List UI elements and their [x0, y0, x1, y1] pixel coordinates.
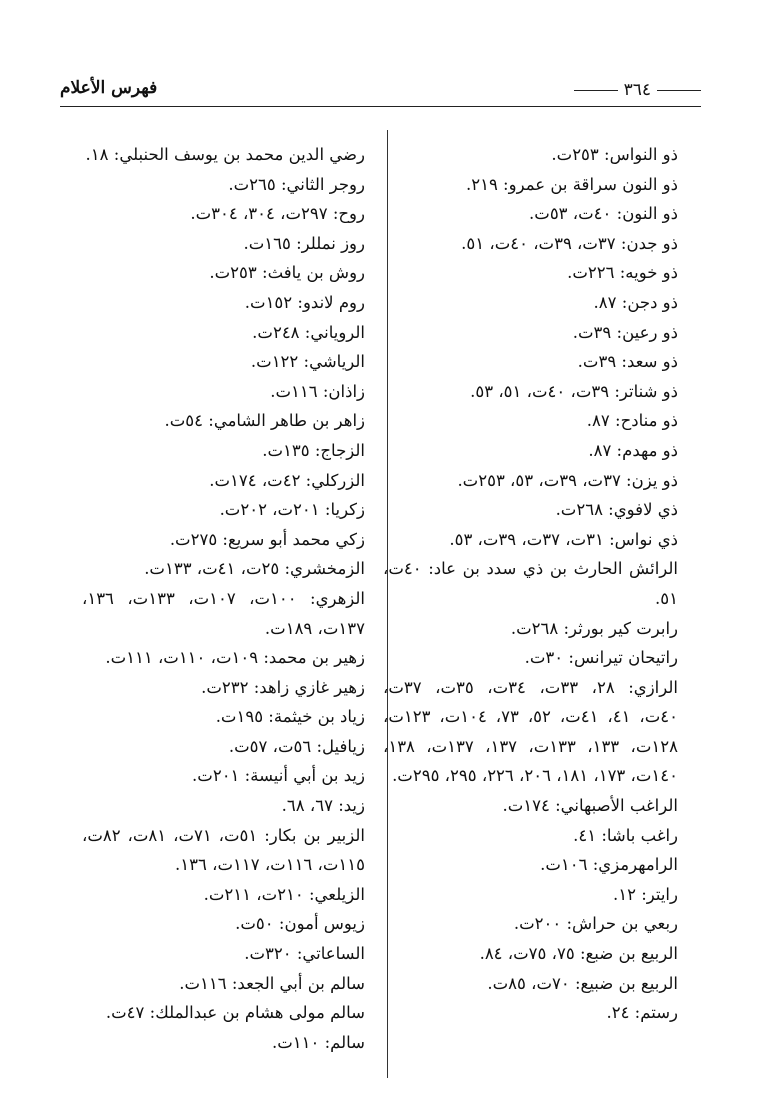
index-entry: روم لاندو: ١٥٢ت. — [244, 292, 365, 312]
index-entry: الزجاج: ١٣٥ت. — [262, 440, 365, 460]
index-column-right — [383, 140, 678, 1028]
index-entry: زيوس أمون: ٥٠ت. — [235, 914, 365, 934]
index-entry: ذو منادح: ٨٧. — [586, 411, 678, 431]
index-entry: الزمخشري: ٢٥ت، ٤١ت، ١٣٣ت. — [144, 559, 365, 579]
index-entry: زيد بن أبي أنيسة: ٢٠١ت. — [192, 766, 365, 786]
dash-left — [574, 90, 618, 91]
index-entry: ذي لافوي: ٢٦٨ت. — [555, 500, 678, 520]
index-entry: الرازي: ٢٨، ٣٣ت، ٣٤ت، ٣٥ت، ٣٧ت، ٤٠ت، ٤١، ٤١ت، ٥٢، ٧٣، ١٠٤ت، ١٢٣ت، ١٢٨ت، ١٣٣، ١٣٣ت، ١٣٧، ١٣٧ت، ١٣٨، ١٤٠ت، ١٧٣، ١٨١، ٢٠٦، ٢٢٦، ٢٩٥، ٢٩٥ت. — [383, 677, 678, 786]
page-header — [60, 78, 701, 108]
index-entry: زكي محمد أبو سريع: ٢٧٥ت. — [169, 529, 365, 549]
index-entry: الربيع بن ضبع: ٧٥، ٧٥ت، ٨٤. — [479, 944, 678, 964]
index-entry: ذو النواس: ٢٥٣ت. — [551, 145, 678, 164]
index-entry: ذو خويه: ٢٢٦ت. — [567, 263, 678, 283]
index-entry: الزهري: ١٠٠ت، ١٠٧ت، ١٣٣ت، ١٣٦، ١٣٧ت، ١٨٩ت. — [82, 588, 366, 638]
index-entry: ذو دجن: ٨٧. — [593, 292, 678, 312]
index-entry: الروياني: ٢٤٨ت. — [252, 322, 365, 342]
page-number-group — [574, 80, 701, 100]
index-entry: ذو النون سراقة بن عمرو: ٢١٩. — [465, 174, 678, 194]
index-entry: ذو يزن: ٣٧ت، ٣٩ت، ٥٣، ٢٥٣ت. — [457, 470, 678, 490]
index-entry: رضي الدين محمد بن يوسف الحنبلي: ١٨. — [85, 145, 365, 164]
header-rule — [60, 106, 701, 107]
index-entry: روح: ٢٩٧ت، ٣٠٤، ٣٠٤ت. — [190, 204, 365, 224]
index-entry: زهير غازي زاهد: ٢٣٢ت. — [201, 677, 365, 697]
index-entry: زاهر بن طاهر الشامي: ٥٤ت. — [164, 411, 365, 431]
index-entry: رايتر: ١٢. — [612, 884, 678, 904]
index-entry: سالم: ١١٠ت. — [271, 1032, 365, 1052]
index-entry: روز نمللر: ١٦٥ت. — [243, 233, 365, 253]
index-entry: روش بن يافث: ٢٥٣ت. — [209, 263, 365, 283]
index-entry: ذو النون: ٤٠ت، ٥٣ت. — [529, 204, 678, 224]
index-entry: الرامهرمزي: ١٠٦ت. — [540, 855, 678, 875]
index-entry: روجر الثاني: ٢٦٥ت. — [228, 174, 365, 194]
index-entry: زيافيل: ٥٦ت، ٥٧ت. — [228, 736, 365, 756]
index-entry: ذو شناتر: ٣٩ت، ٤٠ت، ٥١، ٥٣. — [470, 381, 678, 401]
index-entry: الزيلعي: ٢١٠ت، ٢١١ت. — [203, 884, 365, 904]
index-entry: زكريا: ٢٠١ت، ٢٠٢ت. — [219, 500, 365, 520]
index-entry: الربيع بن ضبيع: ٧٠ت، ٨٥ت. — [487, 973, 678, 993]
header-title: فهرس الأعلام — [60, 78, 158, 98]
index-entry: زهير بن محمد: ١٠٩ت، ١١٠ت، ١١١ت. — [105, 648, 365, 668]
index-entry: ذو مهدم: ٨٧. — [588, 440, 678, 460]
index-entry: ذو رعين: ٣٩ت. — [572, 322, 678, 342]
index-entry: سالم مولى هشام بن عبدالملك: ٤٧ت. — [105, 1003, 365, 1023]
index-entry: الساعاتي: ٣٢٠ت. — [244, 944, 365, 964]
index-entry: زياد بن خيثمة: ١٩٥ت. — [215, 707, 365, 727]
index-entry: زاذان: ١١٦ت. — [270, 381, 365, 401]
index-entry: رابرت كير بورثر: ٢٦٨ت. — [510, 618, 678, 638]
index-entry: ذو سعد: ٣٩ت. — [577, 352, 678, 372]
index-entry: راتيحان تيرانس: ٣٠ت. — [524, 648, 678, 668]
index-entry: رستم: ٢٤. — [606, 1003, 678, 1023]
index-entry: الرائش الحارث بن ذي سدد بن عاد: ٤٠ت، ٥١. — [383, 559, 678, 608]
index-entry: الزبير بن بكار: ٥١ت، ٧١ت، ٨١ت، ٨٢ت، ١١٥ت، ١١٦ت، ١١٧ت، ١٣٦. — [82, 825, 365, 875]
index-entry: سالم بن أبي الجعد: ١١٦ت. — [179, 973, 365, 993]
index-entry: الزركلي: ٤٢ت، ١٧٤ت. — [209, 470, 365, 490]
index-entry: ربعي بن حراش: ٢٠٠ت. — [513, 914, 678, 934]
dash-right — [657, 90, 701, 91]
index-entry: ذي نواس: ٣١ت، ٣٧ت، ٣٩ت، ٥٣. — [449, 529, 678, 549]
index-entry: الرياشي: ١٢٢ت. — [250, 352, 365, 372]
page-number: ٣٦٤ — [623, 80, 651, 100]
index-column-left — [82, 140, 365, 1057]
index-entry: الراغب الأصبهاني: ١٧٤ت. — [502, 796, 678, 816]
index-entry: ذو جدن: ٣٧ت، ٣٩ت، ٤٠ت، ٥١. — [461, 233, 678, 253]
index-entry: زيد: ٦٧، ٦٨. — [281, 796, 365, 816]
index-entry: راغب باشا: ٤١. — [573, 825, 678, 845]
